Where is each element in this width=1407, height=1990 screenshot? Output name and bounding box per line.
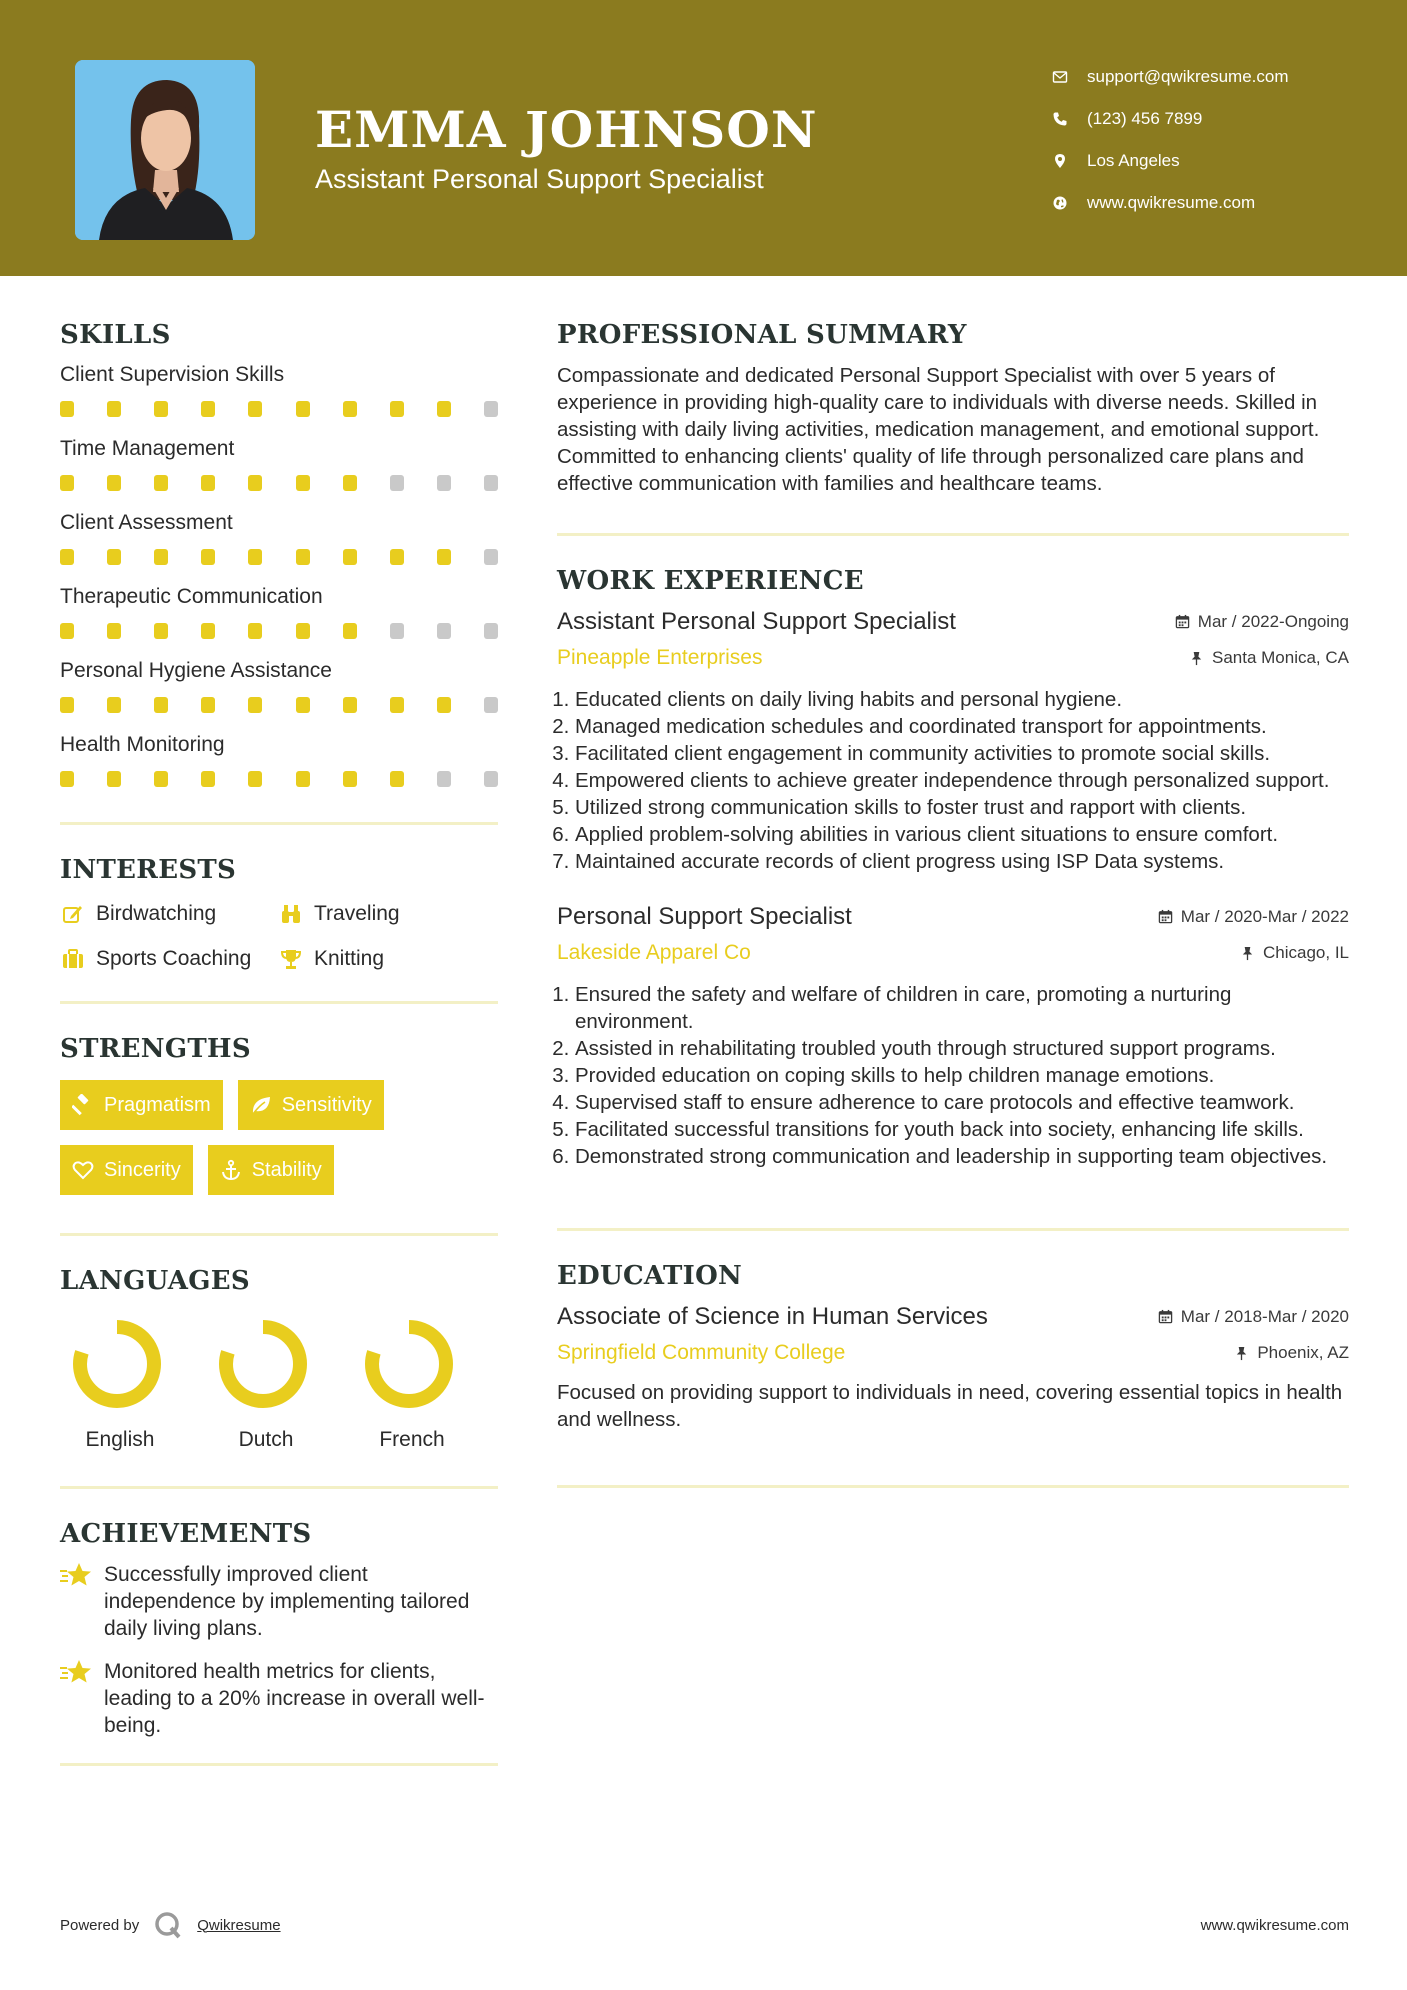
language-level-arc xyxy=(80,1327,154,1401)
interests-heading: INTERESTS xyxy=(60,855,237,885)
skill-dot-filled xyxy=(248,401,262,417)
skill-dot-empty xyxy=(484,623,498,639)
company-name: Lakeside Apparel Co xyxy=(557,941,751,964)
candidate-title: Assistant Personal Support Specialist xyxy=(315,164,764,194)
skill-rating xyxy=(60,396,498,436)
powered-by xyxy=(60,1910,281,1940)
skill-dot-empty xyxy=(484,549,498,565)
skill-item xyxy=(60,362,498,436)
phone-icon xyxy=(1050,109,1070,129)
interest-item xyxy=(60,942,278,975)
job-entry xyxy=(557,903,1349,1170)
pushpin-icon xyxy=(1240,946,1255,961)
skill-dot-filled xyxy=(154,401,168,417)
skill-rating xyxy=(60,766,498,806)
school-name: Springfield Community College xyxy=(557,1341,846,1364)
profile-photo xyxy=(75,60,255,240)
candidate-name: EMMA JOHNSON xyxy=(315,100,818,159)
skill-dot-filled xyxy=(107,549,121,565)
interest-item xyxy=(278,897,478,930)
skill-dot-filled xyxy=(343,475,357,491)
education-section xyxy=(557,1261,1349,1433)
section-divider xyxy=(60,1233,498,1236)
skill-dot-empty xyxy=(390,623,404,639)
skill-dot-filled xyxy=(343,771,357,787)
education-location xyxy=(1234,1343,1349,1363)
languages-heading: LANGUAGES xyxy=(60,1266,250,1296)
skill-dot-filled xyxy=(343,401,357,417)
skill-dot-filled xyxy=(296,623,310,639)
job-bullet: 3. Provided education on coping skills to help children manage emotions. xyxy=(575,1062,1349,1089)
summary-heading: PROFESSIONAL SUMMARY xyxy=(557,320,967,350)
skills-list xyxy=(60,362,498,806)
education-description: Focused on providing support to individuals in need, covering essential topics in health and wellness. xyxy=(557,1381,1343,1431)
job-bullets xyxy=(557,981,1349,1170)
education-dates-text: Mar / 2018-Mar / 2020 xyxy=(1180,1306,1349,1326)
education-dates xyxy=(1158,1307,1349,1327)
strengths-heading: STRENGTHS xyxy=(60,1034,251,1064)
skill-dot-filled xyxy=(390,697,404,713)
job-bullet: 1. Educated clients on daily living habits and personal hygiene. xyxy=(575,686,1349,713)
achievement-text: Monitored health metrics for clients, leading to a 20% increase in overall well-being. xyxy=(104,1660,485,1737)
section-divider xyxy=(60,822,498,825)
footer-website[interactable]: www.qwikresume.com xyxy=(1200,1916,1349,1934)
skill-dot-filled xyxy=(296,475,310,491)
pushpin-icon xyxy=(1189,651,1204,666)
skill-dot-filled xyxy=(60,401,74,417)
skill-dot-filled xyxy=(437,401,451,417)
skill-item xyxy=(60,658,498,732)
language-item xyxy=(206,1314,352,1452)
experience-section xyxy=(557,566,1349,1170)
language-level-ring xyxy=(359,1314,459,1414)
skill-dot-filled xyxy=(107,697,121,713)
qwikresume-link[interactable]: Qwikresume xyxy=(197,1916,281,1934)
contact-list xyxy=(1050,56,1380,224)
skill-dot-empty xyxy=(437,771,451,787)
job-bullet: 5. Facilitated successful transitions for youth back into society, enhancing life skills. xyxy=(575,1116,1349,1143)
skill-dot-filled xyxy=(343,623,357,639)
contact-website[interactable] xyxy=(1050,182,1380,224)
summary-section xyxy=(557,320,1349,497)
job-dates-text: Mar / 2020-Mar / 2022 xyxy=(1180,906,1349,926)
interest-label: Traveling xyxy=(314,901,400,925)
globe-icon xyxy=(1050,193,1070,213)
skill-rating xyxy=(60,692,498,732)
languages-section xyxy=(60,1266,498,1452)
summary-text: Compassionate and dedicated Personal Support Specialist with over 5 years of experience in providing high-quality care to individuals with diverse needs. Skilled in assisting with daily living activities, medication management, and emotional support. Committed to enhancing clients' quality of life through personalized care plans and effective communication with families and healthcare teams. xyxy=(557,364,1320,495)
skill-dot-filled xyxy=(296,401,310,417)
section-divider xyxy=(557,1485,1349,1488)
skill-name: Personal Hygiene Assistance xyxy=(60,659,332,682)
trophy-icon xyxy=(278,946,304,972)
star-icon xyxy=(60,1561,94,1591)
skill-dot-filled xyxy=(437,549,451,565)
job-bullet: 4. Supervised staff to ensure adherence to care protocols and effective teamwork. xyxy=(575,1089,1349,1116)
skill-dot-empty xyxy=(484,697,498,713)
job-location-text: Santa Monica, CA xyxy=(1211,648,1349,667)
achievement-item xyxy=(60,1561,498,1642)
skill-name: Client Supervision Skills xyxy=(60,363,285,386)
achievement-text: Successfully improved client independence by implementing tailored daily living plans. xyxy=(104,1563,470,1640)
powered-by-text: Powered by xyxy=(60,1916,140,1934)
skill-dot-filled xyxy=(248,475,262,491)
achievement-item xyxy=(60,1658,498,1739)
skill-dot-filled xyxy=(201,771,215,787)
skill-dot-filled xyxy=(248,771,262,787)
skill-rating xyxy=(60,544,498,584)
section-divider xyxy=(60,1486,498,1489)
calendar-icon xyxy=(1158,909,1173,924)
leaf-icon xyxy=(250,1094,272,1116)
skill-dot-filled xyxy=(107,475,121,491)
job-bullet: 2. Managed medication schedules and coordinated transport for appointments. xyxy=(575,713,1349,740)
job-dates-text: Mar / 2022-Ongoing xyxy=(1197,611,1349,631)
skill-item xyxy=(60,584,498,658)
contact-location xyxy=(1050,140,1380,182)
language-item xyxy=(60,1314,206,1452)
skill-dot-filled xyxy=(201,697,215,713)
interest-label: Sports Coaching xyxy=(96,946,252,970)
strength-label: Pragmatism xyxy=(104,1093,211,1116)
contact-email-text: support@qwikresume.com xyxy=(1087,67,1289,86)
interests-list xyxy=(60,897,498,975)
degree-title: Associate of Science in Human Services xyxy=(557,1303,988,1330)
language-label: French xyxy=(379,1428,445,1451)
skill-item xyxy=(60,510,498,584)
language-level-arc xyxy=(372,1327,446,1401)
skill-dot-filled xyxy=(154,623,168,639)
skill-dot-filled xyxy=(154,697,168,713)
skill-item xyxy=(60,436,498,510)
achievements-section xyxy=(60,1519,498,1739)
skill-dot-empty xyxy=(484,475,498,491)
skills-section xyxy=(60,320,498,806)
language-item xyxy=(352,1314,498,1452)
skill-item xyxy=(60,732,498,806)
gavel-icon xyxy=(72,1094,94,1116)
skill-dot-filled xyxy=(107,401,121,417)
skill-dot-filled xyxy=(343,697,357,713)
skill-dot-filled xyxy=(390,549,404,565)
section-divider xyxy=(557,533,1349,536)
skill-dot-filled xyxy=(60,623,74,639)
skill-dot-filled xyxy=(60,697,74,713)
skill-dot-empty xyxy=(437,475,451,491)
interest-label: Knitting xyxy=(314,946,385,970)
education-location-text: Phoenix, AZ xyxy=(1257,1343,1349,1362)
skill-dot-filled xyxy=(201,401,215,417)
skill-dot-filled xyxy=(248,623,262,639)
achievements-heading: ACHIEVEMENTS xyxy=(60,1519,312,1549)
skill-rating xyxy=(60,618,498,658)
job-bullet: 2. Assisted in rehabilitating troubled youth through structured support programs. xyxy=(575,1035,1349,1062)
skill-dot-filled xyxy=(248,549,262,565)
job-bullet: 6. Applied problem-solving abilities in various client situations to ensure comfort. xyxy=(575,821,1349,848)
skills-heading: SKILLS xyxy=(60,320,171,350)
job-location xyxy=(1240,943,1349,963)
strength-tag xyxy=(238,1080,384,1130)
job-location-text: Chicago, IL xyxy=(1263,943,1349,962)
strength-tag xyxy=(60,1080,223,1130)
section-divider xyxy=(60,1763,498,1766)
language-level-arc xyxy=(226,1327,300,1401)
heart-icon xyxy=(72,1159,94,1181)
strength-label: Sensitivity xyxy=(281,1093,372,1116)
resume-header xyxy=(0,0,1407,276)
job-bullet: 6. Demonstrated strong communication and leadership in supporting team objectives. xyxy=(575,1143,1349,1170)
strengths-list xyxy=(60,1080,498,1195)
interest-item xyxy=(60,897,278,930)
job-title: Assistant Personal Support Specialist xyxy=(557,608,956,635)
interests-section xyxy=(60,855,498,975)
job-title: Personal Support Specialist xyxy=(557,903,852,930)
skill-name: Therapeutic Communication xyxy=(60,585,323,608)
skill-dot-empty xyxy=(484,401,498,417)
skill-dot-filled xyxy=(201,475,215,491)
interest-item xyxy=(278,942,478,975)
qwikresume-logo-icon xyxy=(153,1910,183,1940)
skill-name: Health Monitoring xyxy=(60,733,225,756)
skill-dot-filled xyxy=(154,771,168,787)
right-column xyxy=(557,320,1349,1488)
job-bullet: 5. Utilized strong communication skills to foster trust and rapport with clients. xyxy=(575,794,1349,821)
strength-tag xyxy=(60,1145,193,1195)
skill-dot-filled xyxy=(296,771,310,787)
section-divider xyxy=(60,1001,498,1004)
contact-phone[interactable] xyxy=(1050,98,1380,140)
skill-dot-filled xyxy=(390,771,404,787)
skill-dot-filled xyxy=(437,697,451,713)
job-dates xyxy=(1158,907,1349,927)
skill-dot-filled xyxy=(390,401,404,417)
skill-dot-filled xyxy=(154,475,168,491)
skill-name: Client Assessment xyxy=(60,511,233,534)
job-bullet: 3. Facilitated client engagement in community activities to promote social skills. xyxy=(575,740,1349,767)
skill-dot-empty xyxy=(437,623,451,639)
skill-name: Time Management xyxy=(60,437,235,460)
skill-dot-empty xyxy=(390,475,404,491)
profile-photo-illustration xyxy=(75,60,255,240)
skill-dot-filled xyxy=(107,771,121,787)
strength-tag xyxy=(208,1145,334,1195)
contact-email[interactable] xyxy=(1050,56,1380,98)
job-bullet: 1. Ensured the safety and welfare of children in care, promoting a nurturing environment. xyxy=(575,981,1349,1035)
skill-dot-filled xyxy=(107,623,121,639)
strengths-section xyxy=(60,1034,498,1195)
calendar-icon xyxy=(1158,1309,1173,1324)
skill-dot-filled xyxy=(154,549,168,565)
calendar-icon xyxy=(1175,614,1190,629)
strength-label: Sincerity xyxy=(104,1158,181,1181)
job-bullet: 4. Empowered clients to achieve greater independence through personalized support. xyxy=(575,767,1349,794)
skill-dot-filled xyxy=(60,549,74,565)
contact-location-text: Los Angeles xyxy=(1087,151,1180,170)
left-column xyxy=(60,320,498,1766)
job-entry xyxy=(557,608,1349,875)
anchor-icon xyxy=(220,1159,242,1181)
suitcase-icon xyxy=(60,946,86,972)
job-location xyxy=(1189,648,1349,668)
language-level-ring xyxy=(213,1314,313,1414)
contact-website-text: www.qwikresume.com xyxy=(1087,193,1256,212)
language-label: Dutch xyxy=(238,1428,294,1451)
job-dates xyxy=(1175,612,1349,632)
skill-dot-filled xyxy=(60,771,74,787)
contact-phone-text: (123) 456 7899 xyxy=(1087,109,1203,128)
company-name: Pineapple Enterprises xyxy=(557,646,763,669)
skill-dot-filled xyxy=(201,549,215,565)
experience-heading: WORK EXPERIENCE xyxy=(557,566,864,596)
skill-dot-filled xyxy=(60,475,74,491)
envelope-icon xyxy=(1050,67,1070,87)
skill-dot-filled xyxy=(343,549,357,565)
job-bullets xyxy=(557,686,1349,875)
skill-dot-filled xyxy=(248,697,262,713)
pushpin-icon xyxy=(1234,1346,1249,1361)
page-footer xyxy=(60,1900,1349,1950)
languages-list xyxy=(60,1314,498,1452)
skill-dot-filled xyxy=(296,697,310,713)
interest-label: Birdwatching xyxy=(96,901,217,925)
section-divider xyxy=(557,1228,1349,1231)
language-level-ring xyxy=(67,1314,167,1414)
language-label: English xyxy=(85,1428,155,1451)
star-icon xyxy=(60,1658,94,1688)
strength-label: Stability xyxy=(251,1158,322,1181)
skill-dot-filled xyxy=(296,549,310,565)
job-bullet: 7. Maintained accurate records of client progress using ISP Data systems. xyxy=(575,848,1349,875)
binoculars-icon xyxy=(278,901,304,927)
education-heading: EDUCATION xyxy=(557,1261,743,1291)
skill-rating xyxy=(60,470,498,510)
pencil-icon xyxy=(60,901,86,927)
map-marker-icon xyxy=(1050,151,1070,171)
skill-dot-empty xyxy=(484,771,498,787)
skill-dot-filled xyxy=(201,623,215,639)
